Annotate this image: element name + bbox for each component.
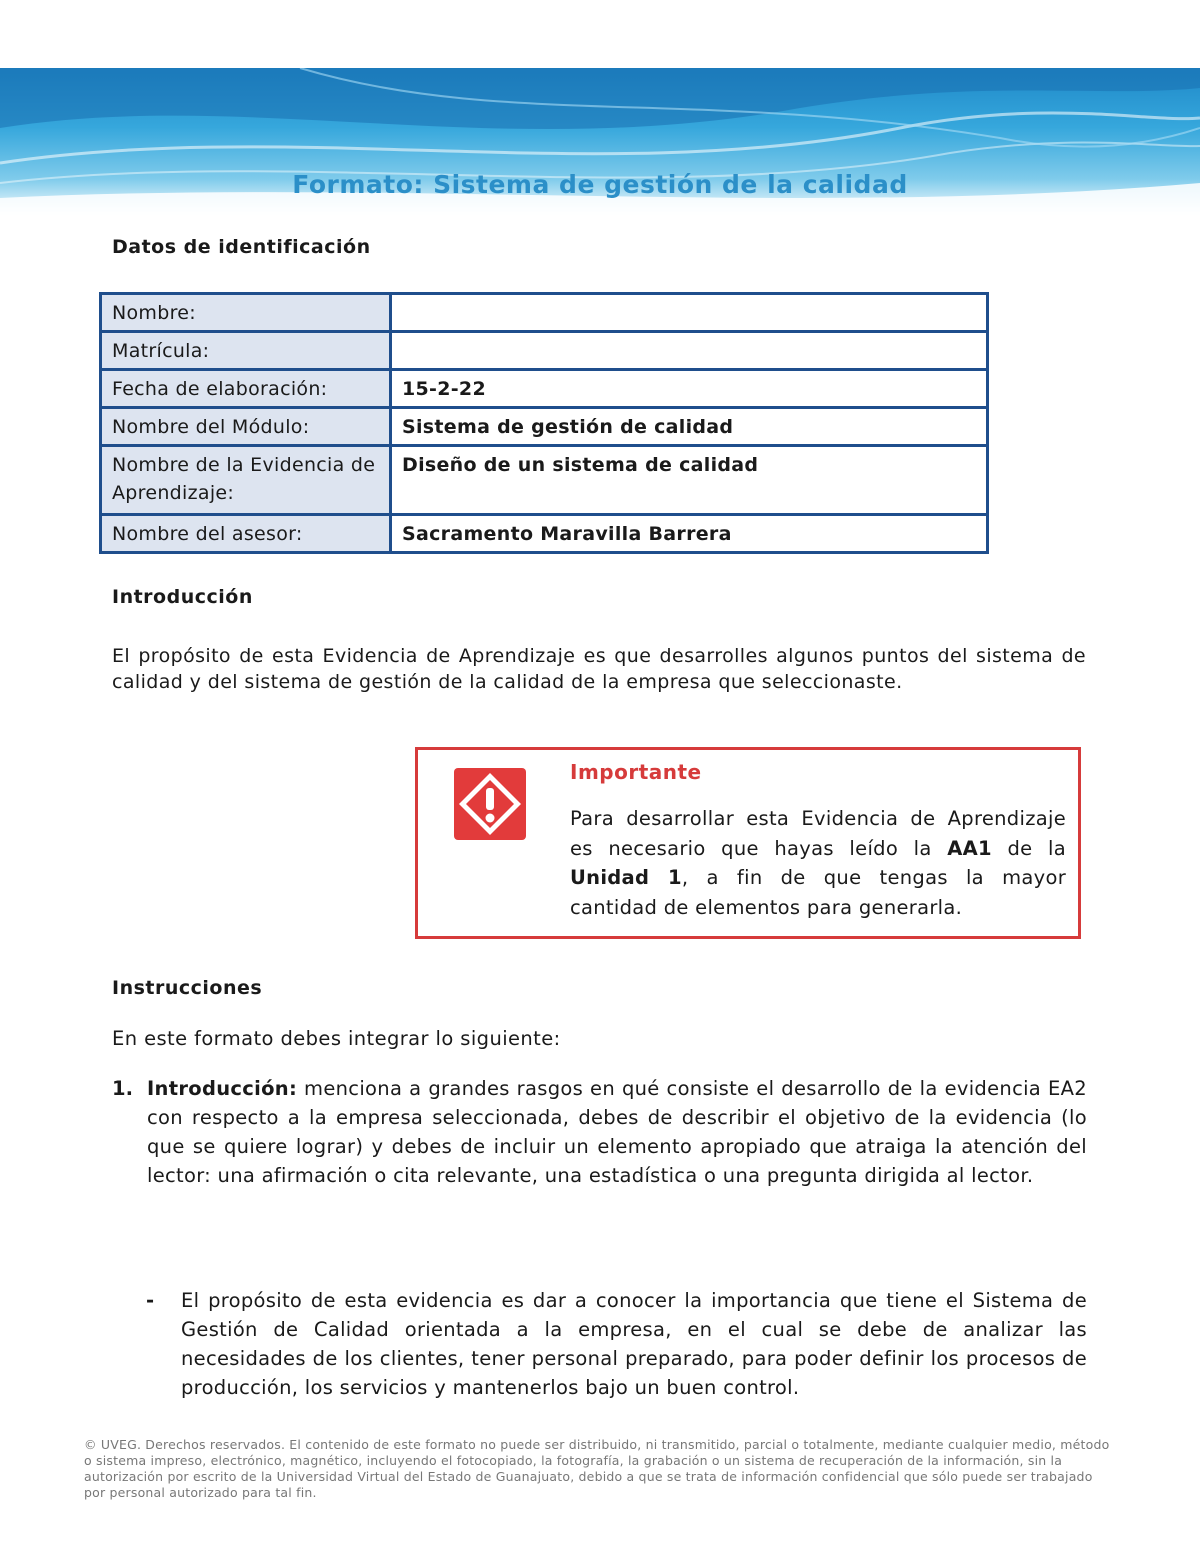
date-value[interactable]: 15-2-22 — [391, 370, 988, 408]
list-item — [146, 1286, 1087, 1402]
list-item-text — [147, 1074, 1087, 1190]
table-row — [101, 294, 988, 332]
module-value[interactable]: Sistema de gestión de calidad — [391, 408, 988, 446]
page-title: Formato: Sistema de gestión de la calidad — [292, 170, 908, 199]
important-notice — [415, 747, 1081, 939]
notice-body — [570, 804, 1066, 922]
notice-text: Para desarrollar esta Evidencia de Aprendizaje es necesario que hayas leído la — [570, 807, 1066, 860]
intro-paragraph: El propósito de esta Evidencia de Aprendizaje es que desarrolles algunos puntos del sistema de calidad y del sistema de gestión de la calidad de la empresa que seleccionaste. — [112, 645, 1086, 693]
name-value[interactable] — [391, 294, 988, 332]
row-label: Fecha de elaboración: — [101, 370, 391, 408]
table-row — [101, 515, 988, 553]
copyright-footer: © UVEG. Derechos reservados. El contenido de este formato no puede ser distribuido, ni transmitido, parcial o totalmente, mediante cualquier medio, método o sistema impreso, electrónico, magnético, incluyendo el fotocopiado, la fotografía, la grabación o un sistema de recuperación de la información, sin la autorización por escrito de la Universidad Virtual del Estado de Guanajuato, debido a que se trata de información confidencial que sólo puede ser trabajado por personal autorizado para tal fin. — [84, 1437, 1110, 1500]
evidence-value[interactable]: Diseño de un sistema de calidad — [391, 446, 988, 515]
list-item-body: menciona a grandes rasgos en qué consiste el desarrollo de la evidencia EA2 con respecto a la empresa seleccionada, debes de describir el objetivo de la evidencia (lo que se quiere lograr) y debes de incluir un elemento apropiado que atraiga la atención del lector: una afirmación o cita relevante, una estadística o una pregunta dirigida al lector. — [147, 1077, 1087, 1187]
warning-icon — [454, 768, 526, 840]
instructions-lead: En este formato debes integrar lo siguiente: — [112, 1027, 561, 1050]
instructions-heading: Instrucciones — [112, 977, 263, 999]
list-number: 1. — [112, 1077, 133, 1100]
identification-heading: Datos de identificación — [112, 236, 371, 258]
row-label: Nombre del asesor: — [101, 515, 391, 553]
notice-unit: Unidad 1 — [570, 866, 682, 889]
identification-table — [99, 292, 989, 554]
list-dash: - — [146, 1289, 155, 1312]
row-label: Nombre de la Evidencia de Aprendizaje: — [101, 446, 391, 515]
list-item — [112, 1074, 1087, 1190]
list-item-label: Introducción: — [147, 1077, 298, 1100]
intro-heading: Introducción — [112, 586, 253, 608]
row-label: Nombre del Módulo: — [101, 408, 391, 446]
table-row — [101, 370, 988, 408]
enrollment-value[interactable] — [391, 332, 988, 370]
notice-aa1: AA1 — [947, 836, 992, 860]
list-item-body: El propósito de esta evidencia es dar a conocer la importancia que tiene el Sistema de Gestión de Calidad orientada a la empresa, en el cual se debe de analizar las necesidades de los clientes, tener personal preparado, para poder definir los procesos de producción, los servicios y mantenerlos bajo un buen control. — [181, 1289, 1087, 1399]
notice-text: de la — [991, 836, 1066, 860]
table-row — [101, 446, 988, 515]
table-row — [101, 408, 988, 446]
advisor-value[interactable]: Sacramento Maravilla Barrera — [391, 515, 988, 553]
notice-title: Importante — [570, 760, 702, 784]
notice-text: , a fin de que tengas la mayor cantidad de elementos para generarla. — [570, 866, 1067, 919]
row-label: Nombre: — [101, 294, 391, 332]
table-row — [101, 332, 988, 370]
row-label: Matrícula: — [101, 332, 391, 370]
